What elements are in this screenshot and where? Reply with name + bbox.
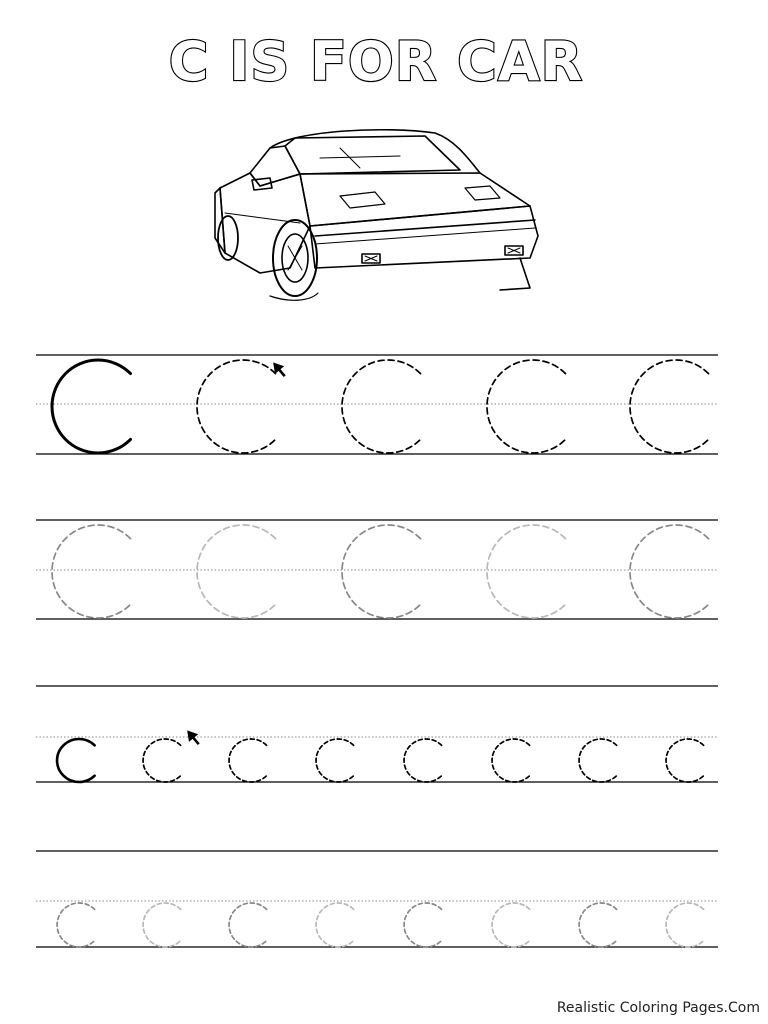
model-letter-C bbox=[52, 360, 131, 453]
practice-row bbox=[36, 686, 718, 782]
trace-letter bbox=[342, 525, 421, 618]
trace-letter bbox=[579, 739, 617, 782]
practice-row bbox=[36, 355, 718, 454]
trace-letter bbox=[229, 739, 267, 782]
trace-letter bbox=[316, 903, 354, 947]
trace-letter bbox=[342, 360, 421, 453]
trace-letter bbox=[630, 360, 709, 453]
trace-letter bbox=[57, 903, 95, 947]
title-text: C IS FOR CAR bbox=[168, 30, 584, 93]
trace-letter bbox=[666, 739, 704, 782]
trace-letter bbox=[487, 360, 566, 453]
trace-letter bbox=[52, 525, 131, 618]
trace-letter bbox=[492, 739, 530, 782]
site-credit: Realistic Coloring Pages.Com bbox=[556, 1000, 760, 1016]
trace-letter bbox=[197, 525, 276, 618]
trace-letter bbox=[229, 903, 267, 947]
practice-row bbox=[36, 851, 718, 947]
trace-letter bbox=[492, 903, 530, 947]
trace-letter bbox=[197, 360, 276, 453]
trace-letter bbox=[143, 903, 181, 947]
trace-letter bbox=[143, 739, 181, 782]
practice-row bbox=[36, 520, 718, 619]
trace-letter bbox=[487, 525, 566, 618]
trace-letter bbox=[630, 525, 709, 618]
trace-letter bbox=[316, 739, 354, 782]
trace-letter bbox=[404, 739, 442, 782]
trace-letter bbox=[404, 903, 442, 947]
trace-letter bbox=[666, 903, 704, 947]
trace-letter bbox=[579, 903, 617, 947]
model-letter-c bbox=[57, 739, 95, 782]
start-arrow-icon bbox=[183, 727, 204, 749]
